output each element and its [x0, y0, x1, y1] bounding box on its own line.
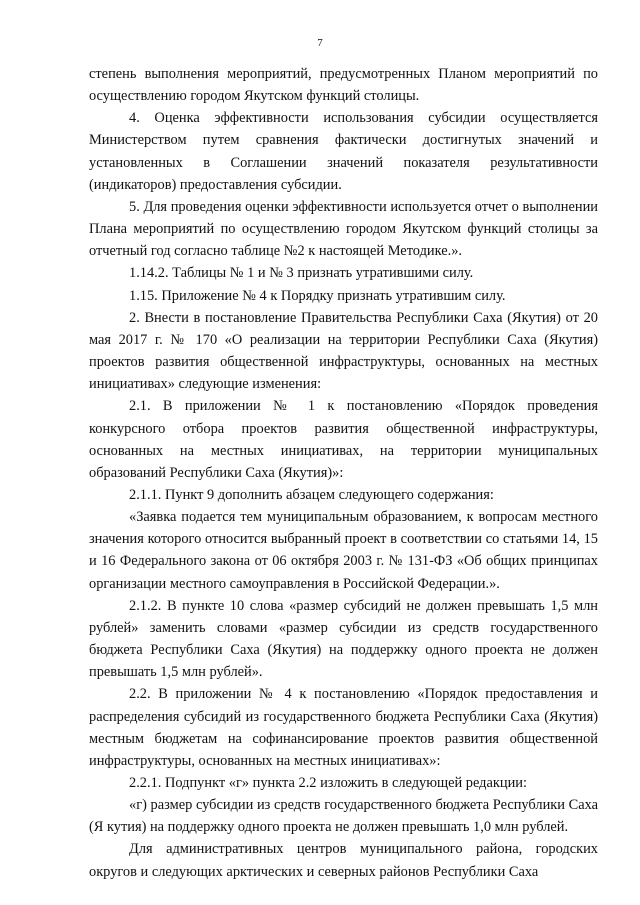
paragraph-item-5: 5. Для проведения оценки эффективности используется отчет о выполнении Плана мероприятий по осуществлению городом Якутском функций столицы за отчетный год согласно таблице №2 к настоящей Методике.». — [89, 198, 598, 260]
paragraph-2: 2. Внести в постановление Правительства Республики Саха (Якутия) от 20 мая 2017 г. № 170 «О реализации на территории Республики Саха (Якутия) проектов развития общественной инфраструктуры, основанных на местных инициативах» следующие изменения: — [89, 309, 598, 393]
paragraph-admin-centers: Для административных центров муниципального района, городских округов и следующих арктических и северных районов Республики Саха — [89, 841, 598, 880]
paragraph-quoted-application: «Заявка подается тем муниципальным образованием, к вопросам местного значения которого относится выбранный проект в соответствии со статьями 14, 15 и 16 Федерального закона от 06 октября 2003 г. № 131-ФЗ «Об общих принципах организации местного самоуправления в Российской Федерации.». — [89, 509, 598, 592]
page-number: 7 — [317, 37, 323, 49]
paragraph-2-1-2: 2.1.2. В пункте 10 слова «размер субсидий не должен превышать 1,5 млн рублей» заменить словами «размер субсидии из средств государственного бюджета Республики Саха (Якутия) на поддержку одного проекта не должен превышать 1,5 млн рублей». — [89, 597, 598, 681]
paragraph-1-14-2: 1.14.2. Таблицы № 1 и № 3 признать утратившими силу. — [129, 265, 474, 282]
paragraph-2-1: 2.1. В приложении № 1 к постановлению «Порядок проведения конкурсного отбора проектов развития общественной инфраструктуры, основанных на местных инициативах, на территории муниципальных образований Республики Саха (Якутия)»: — [89, 398, 598, 481]
document-body — [89, 63, 598, 883]
paragraph-2-2-1: 2.2.1. Подпункт «г» пункта 2.2 изложить в следующей редакции: — [129, 775, 527, 791]
paragraph-2-2: 2.2. В приложении № 4 к постановлению «Порядок предоставления и распределения субсидий из государственного бюджета Республики Саха (Якутия) местным бюджетам на софинансирование проектов развития общественной инфраструктуры, основанных на местных инициативах»: — [89, 686, 598, 769]
paragraph-continuation: степень выполнения мероприятий, предусмотренных Планом мероприятий по осуществлению городом Якутском функций столицы. — [89, 66, 598, 105]
paragraph-subitem-g: «г) размер субсидии из средств государственного бюджета Республики Саха (Я кутия) на поддержку одного проекта не должен превышать 1,0 млн рублей. — [89, 797, 598, 836]
paragraph-1-15: 1.15. Приложение № 4 к Порядку признать утратившим силу. — [129, 287, 506, 304]
paragraph-2-1-1: 2.1.1. Пункт 9 дополнить абзацем следующего содержания: — [129, 486, 494, 503]
paragraph-item-4: 4. Оценка эффективности использования субсидии осуществляется Министерством путем сравнения фактически достигнутых значений и установленных в Соглашении значений показателя результативности (индикаторов) предоставления субсидии. — [89, 110, 598, 193]
